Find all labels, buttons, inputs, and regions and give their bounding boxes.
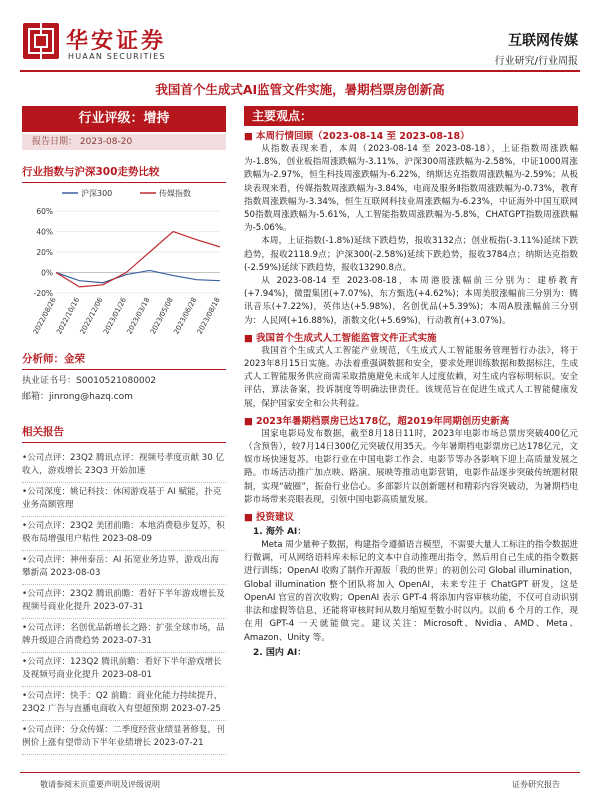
- bullet-icon: ■: [244, 512, 253, 524]
- related-report-item[interactable]: •公司深度：姚记科技：休闲游戏基于 AI 赋能，扑克业务高额管理: [22, 483, 226, 517]
- x-tick-label-3: 2023/01/26: [102, 296, 129, 336]
- related-report-item[interactable]: •公司点评：23Q2 美团前瞻：本地消费稳步复苏，积极布局增强用户粘性 2023-08-09: [22, 517, 226, 551]
- page-header: [0, 0, 600, 80]
- x-tick-label-2: 2022/12/06: [78, 296, 105, 336]
- index-comparison-chart: [22, 185, 226, 345]
- related-report-item[interactable]: •公司点评：23Q2 腾讯点评：视频号孝度贡献 30 亿收入，游戏增长 23Q3 开始加速: [22, 449, 226, 483]
- x-tick-label-5: 2023/05/08: [148, 296, 175, 336]
- weekly-review-para-3: 从 2023-08-14 至 2023-08-18，本周港股涨幅前三分别为：建桥教育(+7.94%)，微盟集团(+7.07%)，东方甄选(+4.62%)；本周美股涨幅前三分别为：腾讯音乐(+7.22%)，英伟达(+5.98%)，名创优品(+5.39%)；本周A股涨幅前三分别为：人民网(+16.88%)，浙数文化(+5.69%)，行动教育(+3.07%)。: [244, 276, 578, 326]
- logo-chinese-name: 华安证券: [66, 28, 167, 54]
- section-title-text: 投资建议: [255, 512, 294, 524]
- y-tick-label-3: 0%: [41, 268, 53, 278]
- logo-english-name: HUAAN SECURITIES: [68, 52, 166, 61]
- y-tick-label-1: 40%: [36, 227, 53, 237]
- analyst-email: 邮箱：jinrong@hazq.com: [22, 392, 133, 402]
- report-date: 报告日期： 2023-08-20: [22, 134, 226, 150]
- huaan-logo-icon: [22, 22, 60, 60]
- series-line-1: [56, 232, 220, 287]
- report-main-title: 我国首个生成式AI监管文件实施，暑期档票房创新高: [155, 82, 445, 97]
- footer-disclaimer: 敬请参阅末页重要声明及评级说明: [40, 780, 160, 789]
- footer-label: 证券研究报告: [512, 780, 560, 789]
- x-tick-label-7: 2023/08/18: [195, 296, 222, 336]
- section-investment-title: [244, 511, 578, 524]
- header-divider: [20, 70, 580, 72]
- section-ai-regulation-title: [244, 332, 578, 345]
- y-tick-label-0: 60%: [36, 207, 53, 216]
- related-reports-list: [22, 449, 226, 755]
- chart-x-labels: [32, 296, 222, 336]
- section-title-text: 本周行情回顾（2023-08-14 至 2023-08-18）: [255, 131, 470, 142]
- bullet-icon: ■: [244, 332, 253, 344]
- bullet-icon: ■: [244, 131, 253, 142]
- industry-title: 互联网传媒: [508, 33, 578, 49]
- y-tick-label-2: 20%: [36, 248, 53, 257]
- weekly-review-para-2: 本周，上证指数(-1.8%)延续下跌趋势，报收3132点；创业板指(-3.11%)延续下跌趋势，报收2118.9点；沪深300(-2.58%)延续下跌趋势，报收3784点；纳斯达克指数(-2.59%)延续下跌趋势，报收13290.8点。: [244, 236, 578, 273]
- chart-series: [56, 232, 220, 287]
- section-title-text: 2023年暑期档票房已达178亿，超2019年同期创历史新高: [255, 415, 510, 427]
- domestic-ai-subheading: 2. 国内 AI：: [253, 647, 307, 658]
- legend-label-0: 沪深300: [81, 189, 113, 198]
- overseas-ai-subheading: 1. 海外 AI：: [253, 527, 307, 538]
- related-reports-heading: 相关报告: [22, 424, 226, 443]
- related-report-item[interactable]: •公司点评：快手：Q2 前瞻：商业化能力持续提升，23Q2 广告与直播电商收入有望超预期 2023-07-25: [22, 687, 226, 721]
- y-tick-label-4: -20%: [33, 289, 53, 298]
- related-report-item[interactable]: •公司点评：123Q2 腾讯前瞻：看好下半年游戏增长及视频号商业化提升 2023-08-01: [22, 653, 226, 687]
- chart-grid: [34, 207, 220, 298]
- key-points-heading: 主要观点：: [244, 106, 578, 126]
- bullet-icon: ■: [244, 415, 253, 427]
- x-tick-label-1: 2022/10/16: [55, 296, 82, 336]
- analyst-license: 执业证书号：S0010521080002: [22, 376, 157, 386]
- analyst-heading: 分析师：金荣: [22, 351, 226, 370]
- footer-divider: [20, 772, 580, 773]
- overseas-ai-para: Meta 周少量种子数据，构建指令遵循语言模型，不需要大量人工标注的指令数据进行微调，可从网络语料库未标记的文本中自动推理出指令，然后用自己生成的指令数据进行训练；OpenAI 收购了制作开源版「我的世界」的初创公司 Global illumination，Global illumination 整个团队将加入 OpenAI，未来专注于 ChatGPT 研发，这是 OpenAI 官宣的首次收购；OpenAI 表示 GPT-4 将添加内容审核功能，不仅可自动识别非法和虚假等信息，还能将审核时间从数月缩短至数小时以内。以前 6 个月的工作，现在用 GPT-4 一天就能做完。建议关注：Microsoft、Nvidia、AMD、Meta、Amazon、Unity 等。: [244, 540, 578, 643]
- report-type: 行业研究/行业周报: [494, 56, 578, 67]
- related-report-item[interactable]: •公司点评：神州泰岳：AI 拓宽业务边界，游戏出海攀新高 2023-08-03: [22, 551, 226, 585]
- ai-regulation-para: 我国首个生成式人工智能产业规范，《生成式人工智能服务管理暂行办法》，将于2023年8月15日实施。办法着重强调数据和安全，要求处理训练数据和数据标注，生成式人工智能服务供应商需采取措施避免未成年人过度依赖，对生成内容标明标识。安全评估，算法备案，投诉制度等明确法律责任。该规范旨在促进生成式人工智能健康发展，保护国家安全和公共利益。: [244, 345, 578, 409]
- x-tick-label-6: 2023/06/28: [172, 296, 199, 336]
- industry-rating: 行业评级：增持: [22, 106, 226, 132]
- related-report-item[interactable]: •公司点评：名创优品新增长之路：扩张全球市场，品牌升级迎合消费趋势 2023-07-31: [22, 619, 226, 653]
- x-tick-label-4: 2023/03/18: [125, 296, 152, 336]
- chart-legend: [62, 188, 191, 198]
- related-report-item[interactable]: •公司点评：23Q2 腾讯前瞻：看好下半年游戏增长及视频号商业化提升 2023-07-31: [22, 585, 226, 619]
- main-content: [244, 106, 578, 660]
- related-report-item[interactable]: •公司点评：分众传媒：二季度经营业绩显著修复，刊例价上涨有望带动下半年业绩增长 2023-07-21: [22, 721, 226, 755]
- chart-title: 行业指数与沪深300走势比较: [22, 164, 226, 183]
- weekly-review-para-1: 从指数表现来看，本周（2023-08-14 至 2023-08-18），上证指数周涨跌幅为-1.8%，创业板指周涨跌幅为-3.11%，沪深300周涨跌幅为-2.58%，中证1000周涨跌幅为-2.97%，恒生科技周涨跌幅为-6.22%，纳斯达克指数周涨跌幅为-2.59%；从板块表现来看，传媒指数周涨跌幅为-3.84%，电商及服务Ⅱ指数周涨跌幅为-0.73%，教育指数周涨跌幅为-3.34%，恒生互联网科技业周涨跌幅为-6.23%，中证海外中国互联网50指数周涨跌幅为-5.61%，人工智能指数周涨跌幅为-5.8%，CHATGPT指数周涨跌幅为-5.06%。: [244, 144, 578, 234]
- section-box-office-title: [244, 415, 578, 428]
- section-weekly-review-title: [244, 130, 578, 143]
- section-title-text: 我国首个生成式人工智能监管文件正式实施: [255, 332, 437, 344]
- legend-label-1: 传媒指数: [159, 189, 191, 198]
- x-tick-label-0: 2022/08/26: [31, 296, 58, 336]
- left-sidebar: [22, 106, 226, 755]
- box-office-para: 国家电影局发布数据，截至8月18日11时，2023年电影市场总票房突破400亿元（含预售），较7月14日300亿元突破仅用35天。今年暑期档电影票房已达178亿元，文娱市场快速复苏。电影行业在中国电影工作会、电影节等办各影响下迎上高质量发展之路。市场活动推广加点映、路演、展映等推动电影营销，电影作品逐步突破传统题材限制，实现“破圈”，振奋行业信心。多部影片以创新题材和精彩内容突破动，为暑期档电影市场带来亮眼表现，引领中国电影高质量发展。: [244, 428, 578, 505]
